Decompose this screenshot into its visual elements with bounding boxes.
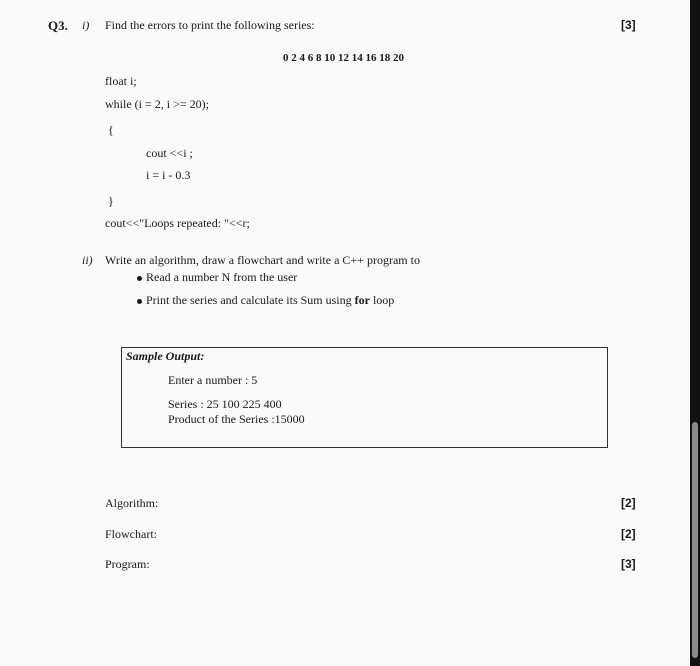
for-keyword: for (354, 293, 370, 307)
series-line: 0 2 4 6 8 10 12 14 16 18 20 (283, 52, 404, 64)
code-line-decrement: i = i - 0.3 (146, 168, 191, 182)
code-line-declaration: float i; (105, 74, 137, 88)
bullet-print-series (146, 293, 394, 308)
algorithm-marks: [2] (621, 496, 636, 510)
sample-output-line: Enter a number : 5 (168, 373, 258, 387)
flowchart-label: Flowchart: (105, 527, 157, 541)
bullet-print-series-tail: loop (369, 293, 395, 307)
part-i-prompt: Find the errors to print the following series: (105, 18, 315, 32)
part-i-label: i) (82, 18, 90, 32)
program-label: Program: (105, 557, 150, 571)
part-i-marks: [3] (621, 18, 636, 32)
bullet-dot (137, 299, 142, 304)
sample-output-line: Series : 25 100 225 400 (168, 397, 282, 411)
question-number: Q3. (48, 18, 68, 33)
sample-output-title: Sample Output: (126, 349, 205, 363)
bullet-print-series-text: Print the series and calculate its Sum using (146, 293, 355, 307)
code-line-cout: cout <<i ; (146, 146, 193, 160)
bullet-read-number: Read a number N from the user (146, 270, 298, 284)
part-ii-prompt: Write an algorithm, draw a flowchart and write a C++ program to (105, 253, 420, 267)
code-line-cout-loops: cout<<"Loops repeated: "<<r; (105, 216, 250, 230)
flowchart-marks: [2] (621, 527, 636, 541)
code-line-open-brace: { (108, 123, 114, 137)
program-marks: [3] (621, 557, 636, 571)
part-ii-label: ii) (82, 253, 93, 267)
sample-output-line: Product of the Series :15000 (168, 412, 305, 426)
code-line-while: while (i = 2, i >= 20); (105, 97, 209, 111)
scrollbar-thumb[interactable] (692, 422, 698, 658)
code-line-close-brace: } (108, 194, 114, 208)
algorithm-label: Algorithm: (105, 496, 159, 510)
bullet-dot (137, 276, 142, 281)
